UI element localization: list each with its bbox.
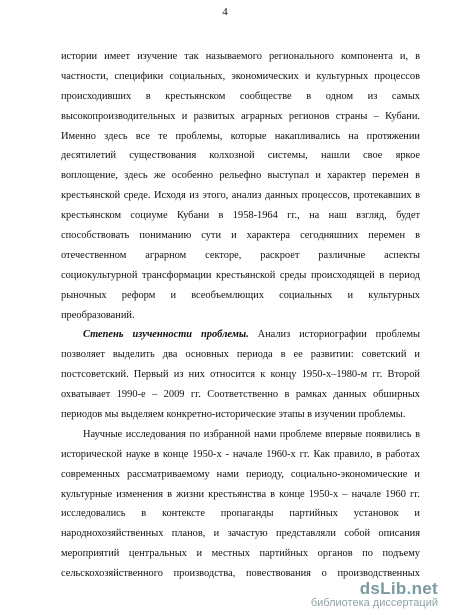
watermark-subtitle: библиотека диссертаций <box>310 597 438 609</box>
text-line: отечественном аграрном секторе, раскроет различные аспекты <box>61 249 420 261</box>
text-line: периодов мы выделяем конкретно-исторические этапы в изучении проблемы. <box>61 409 406 421</box>
text-line: социокультурной трансформации крестьянской среды происходящей в период <box>61 269 420 281</box>
page-number: 4 <box>222 6 228 18</box>
text-line: охватывает 1990-е – 2009 гг. Соответственно в рамках данных обширных <box>61 389 420 401</box>
text-line: Научные исследования по избранной нами проблеме впервые появились в <box>83 428 420 440</box>
logo-main: dsLib <box>359 579 407 598</box>
paragraph-1 <box>61 47 420 325</box>
text-line: народнохозяйственных планов, и зачастую представляли собой описания <box>61 528 420 540</box>
text-line: сельскохозяйственного производства, повествования о производственных <box>61 568 420 580</box>
text-line: частности, специфики социальных, экономических и культурных процессов <box>61 70 420 82</box>
watermark-logo <box>311 579 438 599</box>
text-line: постсоветский. Первый из них относится к концу 1950-х–1980-м гг. Второй <box>61 369 420 381</box>
text-line: воплощение, здесь же особенно рельефно выступал и характер перемен в <box>61 170 420 182</box>
text-line: мероприятий центральных и местных партийных органов по подъему <box>61 548 420 560</box>
text-line: культурные изменения в жизни крестьянства в конце 1950-х – начале 1960 гг. <box>61 488 420 500</box>
logo-dot: . <box>406 579 412 598</box>
section-heading-line <box>61 325 420 345</box>
text-line: позволяет выделить два основных периода в ее развитии: советский и <box>61 349 420 361</box>
text-line: происходивших в крестьянском сообществе в одном из самых <box>61 90 420 102</box>
text-line: крестьянской среде. Исходя из этого, анализ данных процессов, протекавших в <box>61 190 420 202</box>
text-line: Именно здесь все те проблемы, которые накапливались на протяжении <box>61 130 420 142</box>
dslib-watermark[interactable] <box>311 579 438 609</box>
text-line: исследовались в контексте пропаганды партийных установок и <box>61 508 420 520</box>
text-line: десятилетий существования колхозной системы, нашли свое яркое <box>61 150 420 162</box>
paragraph-3 <box>61 425 420 584</box>
logo-tld: net <box>411 579 438 598</box>
document-body <box>61 47 420 584</box>
text-line: истории имеет изучение так называемого регионального компонента и, в <box>61 51 420 62</box>
text-line: современных рассматриваемому нами периоду, социально-экономические и <box>61 468 420 480</box>
section-heading: Степень изученности проблемы. <box>83 329 249 341</box>
text-line: рыночных реформ и всеобъемлющих социальных и культурных <box>61 289 420 301</box>
text-span: Анализ историографии проблемы <box>248 329 420 341</box>
paragraph-2 <box>61 325 420 424</box>
text-line: крестьянском социуме Кубани в 1958-1964 гг., на наш взгляд, будет <box>61 210 420 222</box>
text-line: способствовать пониманию сути и характера сегодняшних перемен в <box>61 230 420 242</box>
text-line: преобразований. <box>61 309 135 321</box>
text-line: историческoй науке в конце 1950-х - начале 1960-х гг. Как правило, в работах <box>61 448 420 460</box>
text-line: высокопроизводительных и развитых аграрных регионов страны – Кубани. <box>61 110 420 122</box>
